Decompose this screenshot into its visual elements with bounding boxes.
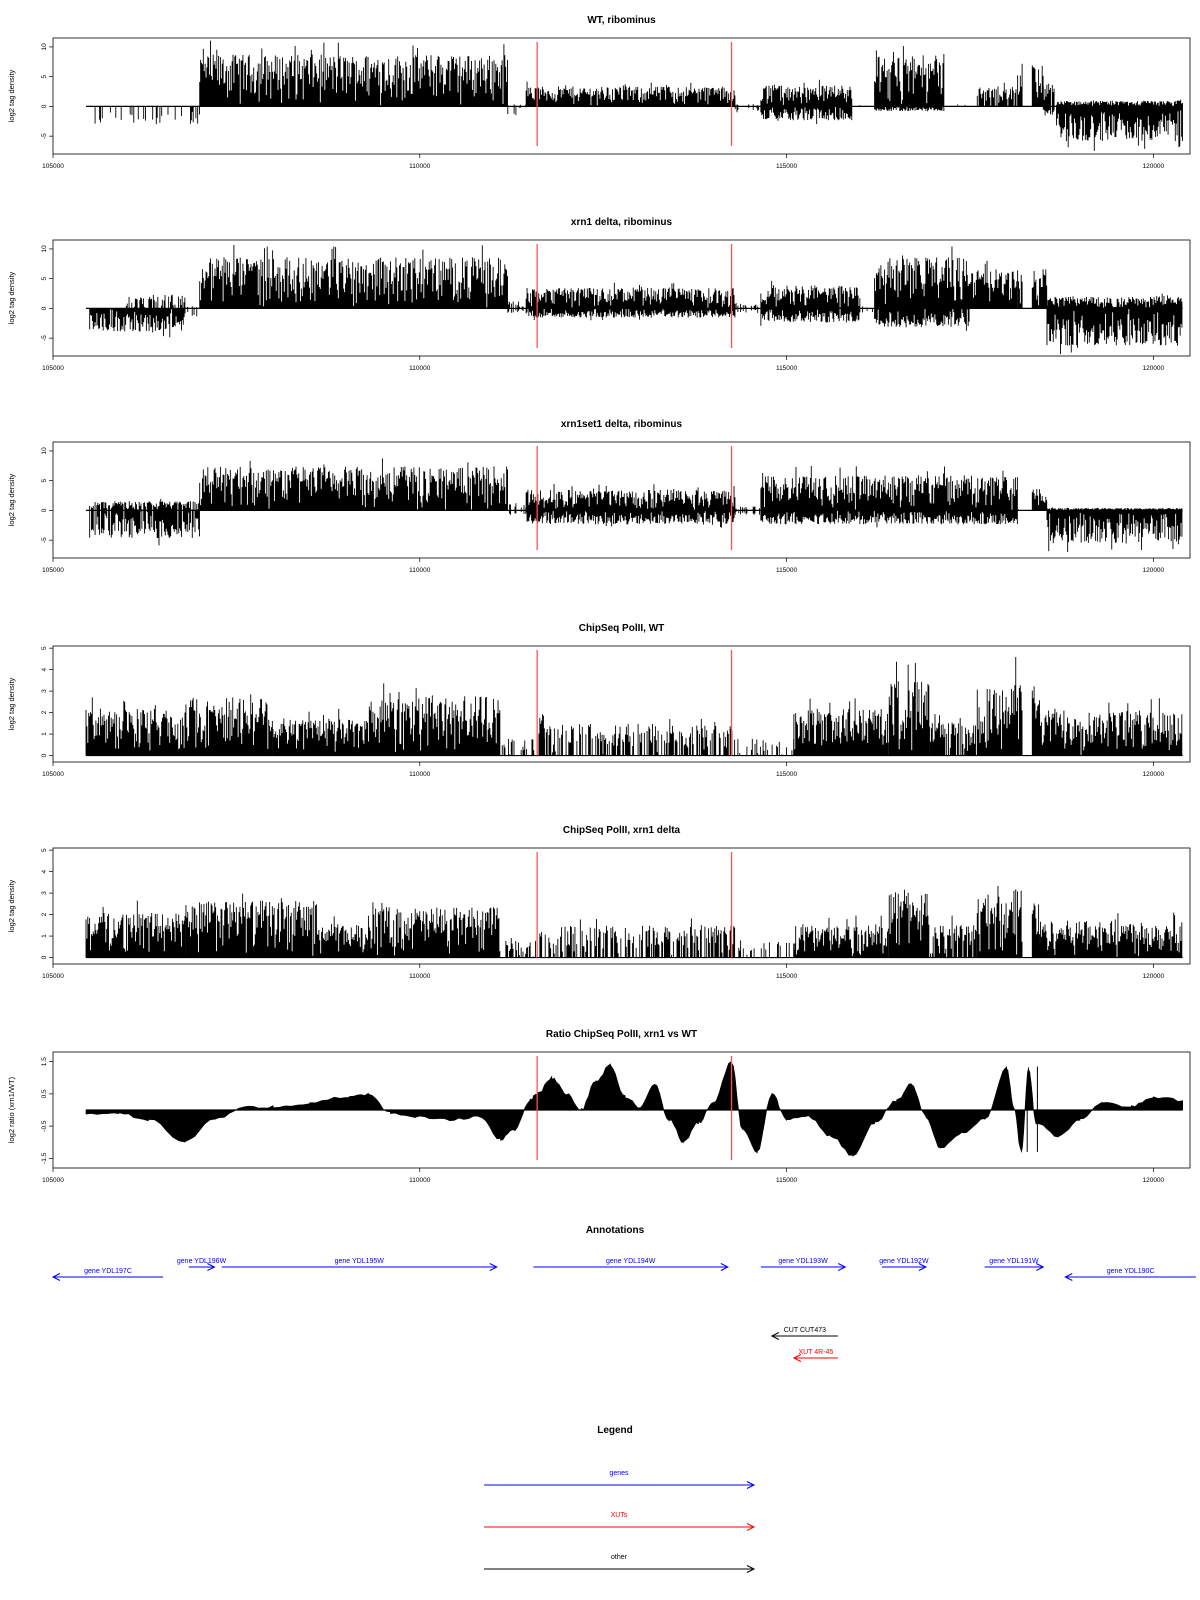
x-tick-label: 115000 — [775, 1177, 798, 1184]
bar-segment-5 — [508, 302, 523, 313]
panel-1 — [7, 15, 1190, 170]
bar-segment-11 — [930, 916, 976, 958]
feature-gene-ydl190c — [1065, 1268, 1196, 1281]
bar-segment-15 — [1032, 904, 1039, 958]
panel-6 — [7, 1029, 1190, 1184]
bar-segment-9 — [863, 306, 873, 312]
y-tick-label: -1.5 — [41, 1152, 48, 1164]
bar-segment-9 — [1047, 507, 1182, 552]
bar-segment-8 — [875, 46, 944, 111]
x-tick-label: 105000 — [42, 567, 64, 574]
y-tick-label: 5 — [41, 478, 48, 483]
x-tick-label: 115000 — [775, 973, 798, 980]
bar-segment-2 — [200, 41, 508, 107]
y-tick-label: 3 — [41, 689, 48, 693]
y-axis — [41, 447, 53, 543]
bar-segment-12 — [930, 714, 976, 755]
x-axis — [42, 1168, 1164, 1184]
bar-segment-4 — [526, 484, 735, 528]
feature-gene-ydl195w — [222, 1258, 497, 1271]
legend-label: genes — [609, 1470, 629, 1477]
feature-gene-ydl194w — [533, 1258, 727, 1271]
data-series — [90, 458, 1182, 552]
x-tick-label: 120000 — [1142, 163, 1165, 170]
x-tick-label: 110000 — [409, 365, 431, 372]
feature-label: gene YDL192W — [879, 1258, 929, 1265]
panel-2 — [7, 217, 1190, 372]
bar-segment-15 — [1047, 294, 1182, 355]
y-tick-label: 0.5 — [41, 1089, 48, 1099]
bar-segment-8 — [739, 940, 794, 957]
y-tick-label: 5 — [41, 646, 48, 650]
bar-segment-12 — [977, 886, 1013, 958]
feature-gene-ydl193w — [761, 1258, 845, 1271]
y-axis-title: log2 tag density — [7, 677, 16, 731]
x-tick-label: 115000 — [775, 567, 798, 574]
panel-title: xrn1 delta, ribominus — [570, 217, 673, 228]
y-tick-label: 0 — [41, 955, 48, 960]
y-axis-title: log2 tag density — [7, 271, 16, 325]
y-tick-label: 1 — [41, 934, 48, 938]
panel-title: ChipSeq PolII, WT — [578, 623, 665, 634]
bar-segment-8 — [1032, 489, 1046, 510]
bar-segment-1 — [86, 697, 185, 755]
bar-segment-14 — [1032, 269, 1046, 308]
bar-segment-10 — [889, 890, 929, 958]
bar-segment-4 — [526, 82, 735, 107]
bar-segment-7 — [655, 918, 734, 957]
y-tick-label: 0 — [41, 753, 48, 758]
x-tick-label: 120000 — [1142, 973, 1165, 980]
bar-segment-13 — [1014, 889, 1022, 957]
bar-segment-6 — [526, 283, 735, 320]
bar-segment-17 — [1040, 698, 1182, 755]
bar-segment-1 — [90, 308, 184, 337]
feature-label: gene YDL194W — [606, 1258, 656, 1265]
feature-cut-cut473 — [772, 1327, 838, 1340]
panel-4 — [7, 623, 1190, 778]
bar-segment-6 — [761, 466, 1018, 527]
x-tick-label: 105000 — [42, 1177, 64, 1184]
y-tick-label: 4 — [41, 667, 48, 672]
feature-gene-ydl192w — [879, 1258, 929, 1271]
data-series — [90, 245, 1182, 354]
ratio-area — [86, 1061, 1183, 1156]
y-tick-label: 0 — [41, 306, 48, 311]
bar-segment-2 — [185, 894, 316, 958]
x-tick-label: 110000 — [409, 771, 431, 778]
x-tick-label: 105000 — [42, 163, 64, 170]
bar-segment-3 — [273, 709, 368, 756]
y-axis-title: log2 tag density — [7, 879, 16, 933]
bar-segment-11 — [1018, 64, 1023, 107]
y-axis — [41, 1057, 53, 1164]
bar-segment-13 — [977, 689, 1013, 756]
legend — [484, 1425, 754, 1573]
bar-segment-11 — [970, 261, 1017, 309]
y-tick-label: 10 — [41, 447, 48, 455]
bar-segment-12 — [1018, 270, 1023, 308]
bar-segment-2 — [126, 295, 185, 309]
y-tick-label: 10 — [41, 43, 48, 51]
y-tick-label: 5 — [41, 276, 48, 281]
bar-segment-1 — [95, 106, 199, 124]
x-tick-label: 105000 — [42, 771, 64, 778]
panel-title: WT, ribominus — [587, 15, 656, 26]
feature-xut-4r-45 — [794, 1349, 838, 1362]
bar-segment-4 — [200, 245, 508, 309]
bar-segment-10 — [875, 247, 970, 331]
feature-gene-ydl191w — [985, 1258, 1044, 1271]
feature-label: XUT 4R-45 — [798, 1349, 834, 1356]
y-tick-label: 4 — [41, 869, 48, 874]
bar-segment-6 — [537, 714, 544, 755]
y-axis — [41, 848, 53, 959]
feature-label: gene YDL191W — [989, 1258, 1039, 1265]
feature-label: gene YDL197C — [84, 1268, 132, 1275]
x-axis — [42, 558, 1164, 574]
feature-label: gene YDL195W — [334, 1258, 384, 1265]
y-axis-title: log2 tag density — [7, 69, 16, 123]
data-series — [86, 886, 1182, 958]
bar-segment-10 — [794, 698, 889, 755]
panel-title: xrn1set1 delta, ribominus — [560, 419, 683, 430]
y-tick-label: -5 — [41, 335, 48, 342]
y-tick-label: 10 — [41, 245, 48, 253]
bar-segment-8 — [655, 719, 734, 756]
x-axis — [42, 964, 1164, 980]
x-tick-label: 110000 — [409, 973, 431, 980]
y-tick-label: 3 — [41, 891, 48, 895]
bar-segment-2 — [200, 458, 508, 510]
y-axis-title: log2 tag density — [7, 473, 16, 527]
bar-segment-16 — [1040, 913, 1182, 958]
legend-item-other — [484, 1554, 754, 1573]
panel-title: Ratio ChipSeq PolII, xrn1 vs WT — [545, 1029, 698, 1040]
y-tick-label: 5 — [41, 848, 48, 852]
bar-segment-3 — [185, 306, 197, 316]
bar-segment-5 — [735, 104, 758, 112]
annotation-features — [53, 1258, 1196, 1362]
x-tick-label: 110000 — [409, 1177, 431, 1184]
panel-title: ChipSeq PolII, xrn1 delta — [562, 825, 681, 836]
y-tick-label: 5 — [41, 74, 48, 79]
panels — [7, 15, 1190, 1184]
bar-segment-13 — [1032, 65, 1043, 106]
x-axis — [42, 154, 1164, 170]
data-series — [95, 41, 1182, 151]
legend-items — [484, 1470, 754, 1573]
y-tick-label: 2 — [41, 912, 48, 917]
x-tick-label: 105000 — [42, 365, 64, 372]
bar-segment-3 — [510, 503, 526, 514]
bar-segment-9 — [738, 739, 794, 756]
bar-segment-11 — [889, 662, 929, 756]
y-tick-label: -0.5 — [41, 1120, 48, 1132]
bar-segment-14 — [1014, 657, 1022, 756]
feature-gene-ydl197c — [53, 1268, 163, 1281]
panel-3 — [7, 419, 1190, 574]
bar-segment-6 — [537, 919, 654, 958]
bar-segment-16 — [1032, 686, 1039, 755]
x-tick-label: 115000 — [775, 365, 798, 372]
annotations-title: Annotations — [585, 1225, 645, 1236]
bar-segment-15 — [1056, 100, 1182, 151]
feature-label: gene YDL190C — [1106, 1268, 1155, 1275]
bar-segment-10 — [977, 83, 1016, 107]
y-tick-label: -5 — [41, 133, 48, 140]
data-series — [86, 657, 1182, 756]
panel-5 — [7, 825, 1190, 980]
x-tick-label: 110000 — [409, 163, 431, 170]
bar-segment-6 — [761, 80, 852, 124]
bar-segment-7 — [544, 724, 654, 756]
bar-segment-4 — [368, 683, 499, 755]
bar-segment-9 — [794, 916, 889, 958]
annotations-track — [53, 1225, 1196, 1362]
y-axis — [41, 646, 53, 757]
feature-label: gene YDL193W — [778, 1258, 828, 1265]
x-tick-label: 115000 — [775, 163, 798, 170]
x-tick-label: 120000 — [1142, 567, 1165, 574]
x-tick-label: 115000 — [775, 771, 798, 778]
bar-segment-5 — [506, 938, 536, 958]
data-series — [86, 1061, 1183, 1156]
bar-segment-2 — [185, 694, 272, 755]
bar-segment-5 — [502, 739, 534, 756]
y-axis-title: log2 ratio (xrn1/WT) — [7, 1076, 16, 1144]
y-axis — [41, 245, 53, 341]
x-tick-label: 105000 — [42, 973, 64, 980]
y-axis — [41, 43, 53, 139]
y-tick-label: 1 — [41, 732, 48, 736]
y-tick-label: 1.5 — [41, 1057, 48, 1067]
bar-segment-1 — [90, 499, 200, 546]
legend-label: other — [611, 1554, 627, 1561]
y-tick-label: 0 — [41, 104, 48, 109]
x-tick-label: 120000 — [1142, 1177, 1165, 1184]
legend-item-genes — [484, 1470, 754, 1489]
y-tick-label: 2 — [41, 710, 48, 715]
legend-label: XUTs — [610, 1512, 628, 1519]
x-axis — [42, 356, 1164, 372]
feature-label: CUT CUT473 — [783, 1327, 827, 1334]
x-tick-label: 110000 — [409, 567, 431, 574]
y-tick-label: -5 — [41, 537, 48, 544]
bar-segment-8 — [761, 281, 860, 326]
bar-segment-4 — [368, 902, 499, 957]
feature-gene-ydl196w — [177, 1258, 227, 1271]
x-tick-label: 120000 — [1142, 365, 1165, 372]
y-tick-label: 0 — [41, 508, 49, 513]
bar-segment-1 — [86, 901, 185, 958]
x-axis — [42, 762, 1164, 778]
x-tick-label: 120000 — [1142, 771, 1165, 778]
feature-label: gene YDL196W — [176, 1258, 227, 1265]
legend-item-xuts — [484, 1512, 754, 1531]
legend-title: Legend — [597, 1425, 633, 1436]
bar-segment-14 — [1043, 84, 1054, 116]
bar-segment-3 — [317, 916, 368, 957]
